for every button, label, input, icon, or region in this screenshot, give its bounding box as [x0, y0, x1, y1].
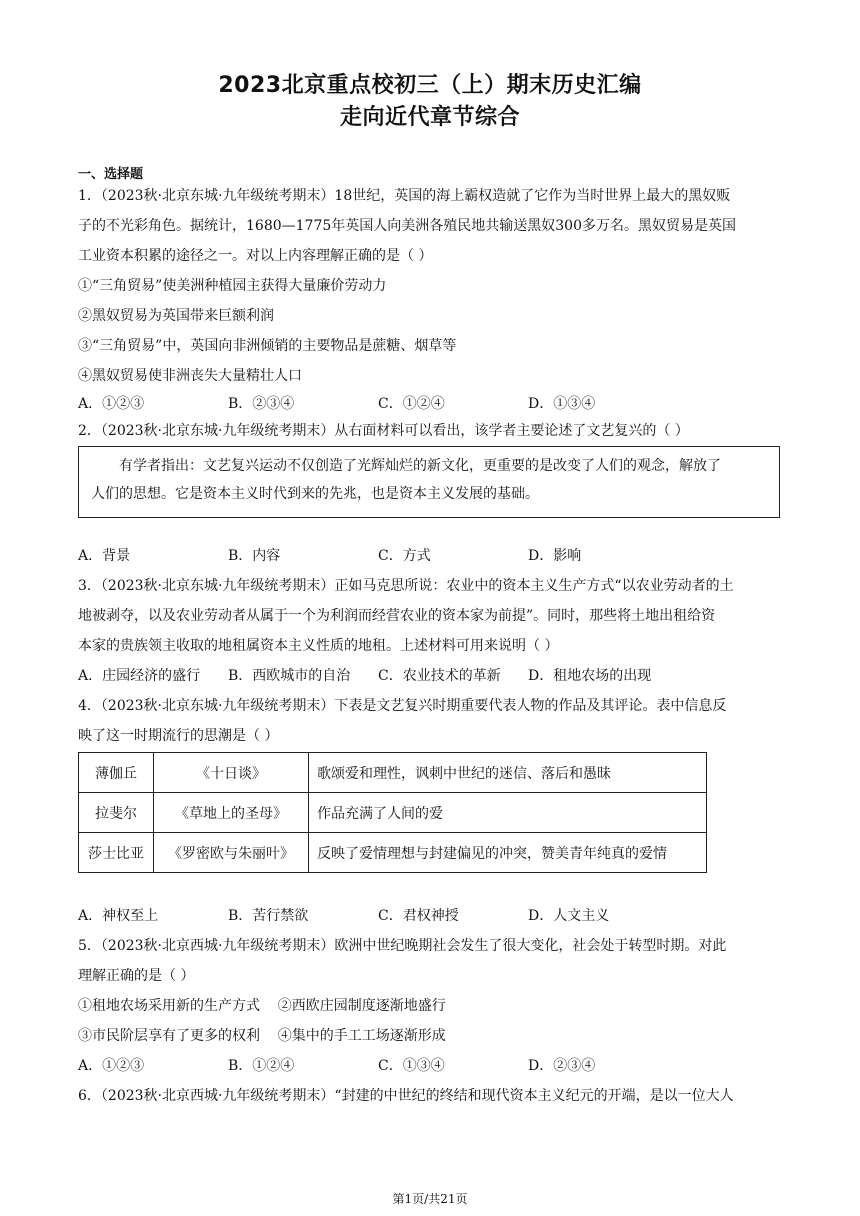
question-1-line: 子的不光彩角色。据统计，1680—1775年英国人向美洲各殖民地共输送黑奴300多万名。黑奴贸易是英国	[78, 218, 736, 234]
table-row	[79, 833, 707, 873]
question-3-line: 本家的贵族领主收取的地租属资本主义性质的地租。上述材料可用来说明（ ）	[78, 638, 559, 654]
works-table	[78, 752, 707, 873]
table-cell-author: 拉斐尔	[79, 793, 154, 833]
question-6-line: 6．（2023秋·北京西城·九年级统考期末）“封建的中世纪的终结和现代资本主义纪元的开端，是以一位大人	[78, 1088, 734, 1104]
question-1-statement: ③“三角贸易”中，英国向非洲倾销的主要物品是蔗糖、烟草等	[78, 338, 457, 354]
option-b[interactable]: B．②③④	[228, 396, 295, 412]
table-cell-comment: 作品充满了人间的爱	[309, 793, 707, 833]
table-cell-comment: 歌颂爱和理性，讽刺中世纪的迷信、落后和愚昧	[309, 753, 707, 793]
question-2-stem: 2．（2023秋·北京东城·九年级统考期末）从右面材料可以看出，该学者主要论述了文艺复兴的（ ）	[78, 423, 689, 439]
option-b[interactable]: B．苦行禁欲	[228, 908, 309, 924]
option-a[interactable]: A．神权至上	[78, 908, 159, 924]
question-3-line: 地被剥夺，以及农业劳动者从属于一个为利润而经营农业的资本家为前提”。同时，那些将土地出租给资	[78, 608, 716, 624]
option-d[interactable]: D．影响	[528, 548, 582, 564]
option-c[interactable]: C．方式	[378, 548, 431, 564]
section-heading: 一、选择题	[78, 167, 144, 182]
option-d[interactable]: D．租地农场的出现	[528, 668, 652, 684]
option-b[interactable]: B．西欧城市的自治	[228, 668, 351, 684]
question-5-line: 5．（2023秋·北京西城·九年级统考期末）欧洲中世纪晚期社会发生了很大变化，社会处于转型时期。对此	[78, 938, 727, 954]
option-c[interactable]: C．农业技术的革新	[378, 668, 501, 684]
question-1-statement: ②黑奴贸易为英国带来巨额利润	[78, 308, 274, 324]
question-1-line: 工业资本积累的途径之一。对以上内容理解正确的是（ ）	[78, 248, 433, 264]
table-cell-author: 莎士比亚	[79, 833, 154, 873]
question-5-statement: ①租地农场采用新的生产方式 ②西欧庄园制度逐渐地盛行	[78, 998, 446, 1014]
option-a[interactable]: A．庄园经济的盛行	[78, 668, 201, 684]
table-cell-work: 《十日谈》	[154, 753, 309, 793]
table-cell-work: 《草地上的圣母》	[154, 793, 309, 833]
question-4-line: 4．（2023秋·北京东城·九年级统考期末）下表是文艺复兴时期重要代表人物的作品及其评论。表中信息反	[78, 698, 727, 714]
table-cell-work: 《罗密欧与朱丽叶》	[154, 833, 309, 873]
option-c[interactable]: C．①②④	[378, 396, 445, 412]
quote-line: 人们的思想。它是资本主义时代到来的先兆，也是资本主义发展的基础。	[91, 486, 539, 502]
document-subtitle: 走向近代章节综合	[339, 105, 520, 130]
option-c[interactable]: C．君权神授	[378, 908, 459, 924]
page-number: 第1页/共21页	[392, 1192, 468, 1206]
option-c[interactable]: C．①③④	[378, 1058, 445, 1074]
question-3-line: 3．（2023秋·北京东城·九年级统考期末）正如马克思所说：农业中的资本主义生产方式“以农业劳动者的土	[78, 578, 734, 594]
quote-line: 有学者指出：文艺复兴运动不仅创造了光辉灿烂的新文化，更重要的是改变了人们的观念，解放了	[119, 458, 721, 474]
question-4-line: 映了这一时期流行的思潮是（ ）	[78, 728, 279, 744]
question-1-line: 1．（2023秋·北京东城·九年级统考期末）18世纪，英国的海上霸权造就了它作为当时世界上最大的黑奴贩	[78, 188, 731, 204]
table-cell-author: 薄伽丘	[79, 753, 154, 793]
question-1-statement: ④黑奴贸易使非洲丧失大量精壮人口	[78, 368, 302, 384]
table-row	[79, 793, 707, 833]
option-a[interactable]: A．①②③	[78, 1058, 145, 1074]
table-cell-comment: 反映了爱情理想与封建偏见的冲突，赞美青年纯真的爱情	[309, 833, 707, 873]
option-a[interactable]: A．背景	[78, 548, 131, 564]
table-row	[79, 753, 707, 793]
question-5-statement: ③市民阶层享有了更多的权利 ④集中的手工工场逐渐形成	[78, 1028, 446, 1044]
question-5-line: 理解正确的是（ ）	[78, 968, 195, 984]
option-d[interactable]: D．②③④	[528, 1058, 596, 1074]
option-a[interactable]: A．①②③	[78, 396, 145, 412]
option-b[interactable]: B．①②④	[228, 1058, 295, 1074]
quote-box	[78, 446, 780, 518]
question-1-statement: ①“三角贸易”使美洲种植园主获得大量廉价劳动力	[78, 278, 387, 294]
document-title: 2023北京重点校初三（上）期末历史汇编	[218, 73, 642, 98]
option-d[interactable]: D．①③④	[528, 396, 596, 412]
option-d[interactable]: D．人文主义	[528, 908, 610, 924]
option-b[interactable]: B．内容	[228, 548, 281, 564]
